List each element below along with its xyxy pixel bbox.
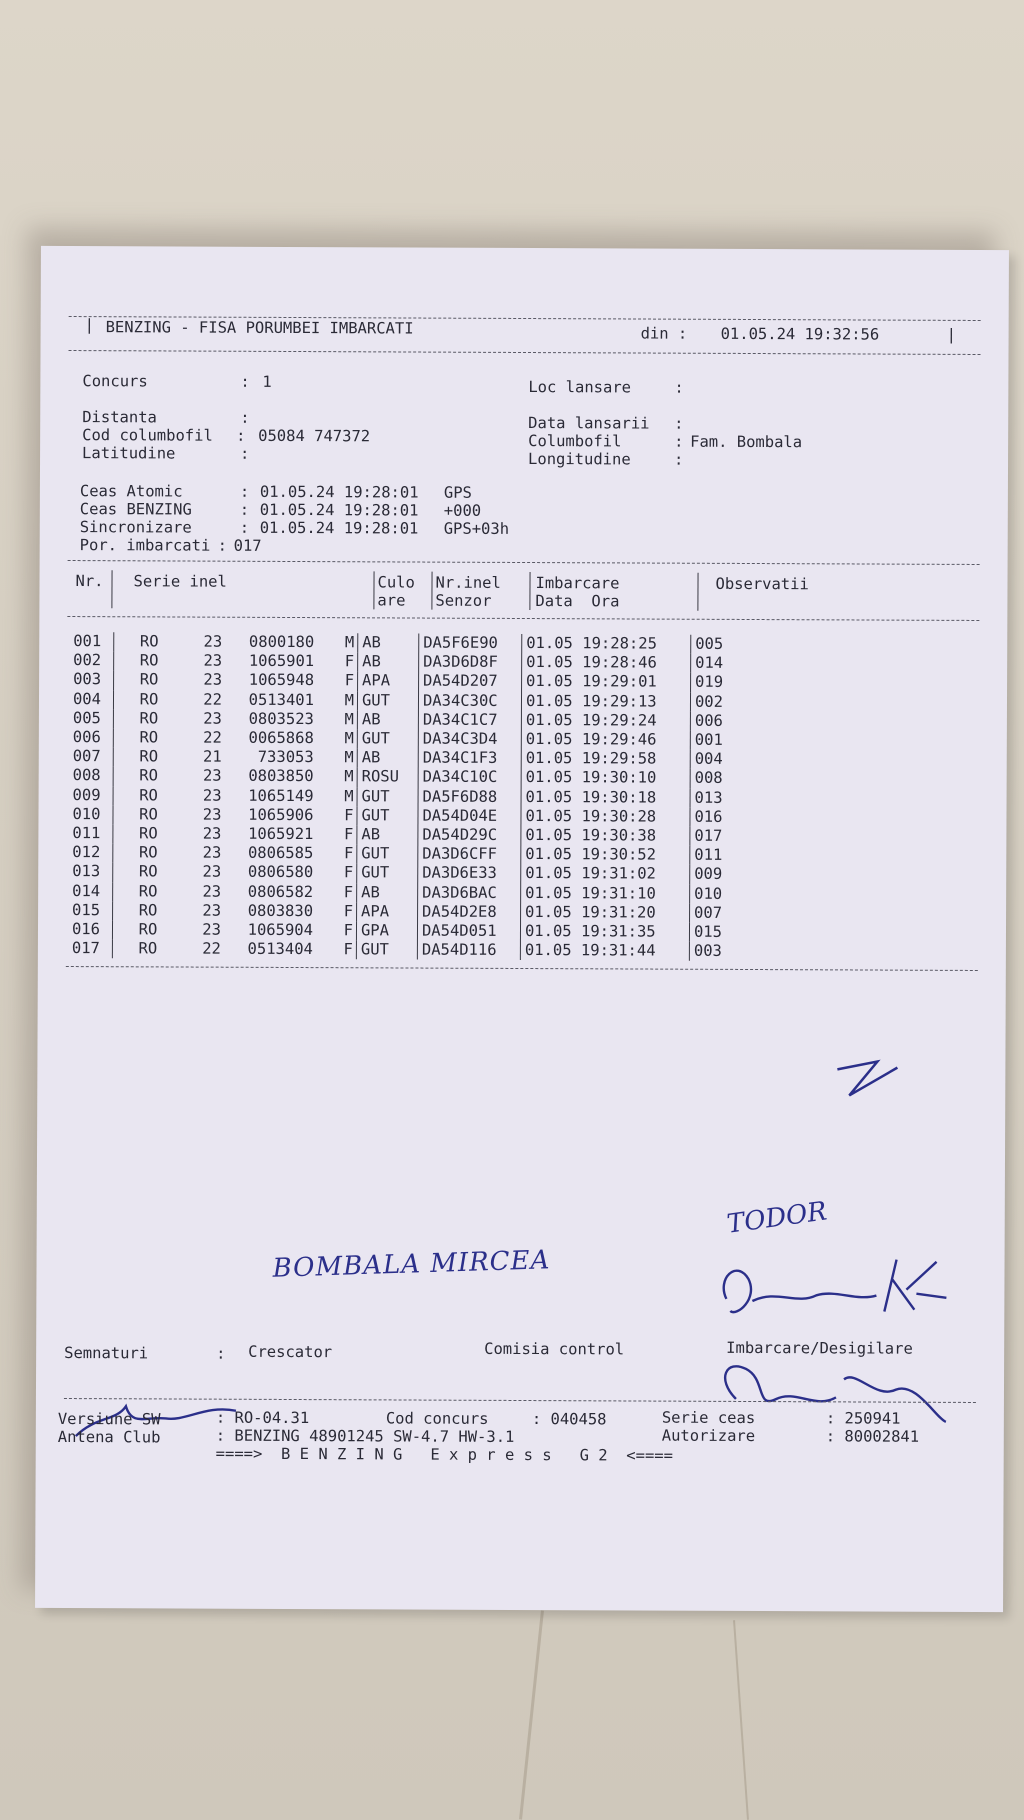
cell-sex: M: [314, 729, 358, 748]
cell-col: AB: [357, 883, 418, 902]
info-cod-value: 05084 747372: [258, 426, 371, 446]
cell-obs: 004: [694, 749, 723, 769]
cell-date: 01.05: [524, 941, 572, 960]
signatures-sep: :: [216, 1344, 226, 1363]
cell-nr: 002: [73, 651, 114, 670]
clock-benzing-label: Ceas BENZING: [79, 500, 192, 519]
cell-nr: 017: [72, 939, 113, 958]
cell-col: GUT: [357, 864, 418, 883]
info-distanta-sep: :: [240, 408, 250, 427]
cell-ro: RO: [139, 728, 159, 747]
cell-time: 19:31:02: [581, 864, 656, 884]
cell-nr: 001: [73, 632, 114, 651]
document-title: BENZING - FISA PORUMBEI IMBARCATI: [105, 318, 414, 338]
cell-serie: 0803523: [248, 709, 314, 728]
footer-autorizare-label: Autorizare: [661, 1426, 756, 1446]
cell-ro: RO: [139, 651, 159, 670]
signature-scribbles: [35, 246, 1009, 1612]
col-header-imbarcare-1: Imbarcare: [535, 574, 620, 593]
cell-senzor: DA3D6CFF: [418, 845, 521, 865]
cell-nr: 006: [73, 728, 114, 747]
cell-ro: RO: [139, 632, 159, 651]
cell-serie: 1065906: [248, 805, 314, 824]
cell-senzor: DA3D6E33: [418, 864, 521, 884]
cell-yr: 23: [203, 632, 223, 651]
cell-date: 01.05: [525, 787, 573, 806]
cell-yr: 23: [202, 920, 222, 939]
cell-senzor: DA54D2E8: [418, 902, 521, 922]
floor-crack: [519, 1610, 544, 1819]
cell-time: 19:30:18: [581, 787, 657, 807]
clock-sync-sep: :: [239, 518, 250, 537]
cell-obs: 010: [694, 884, 723, 903]
cell-obs: 005: [695, 634, 724, 653]
cell-sex: F: [313, 806, 357, 825]
cell-ro: RO: [138, 920, 158, 939]
cell-serie: 0806580: [247, 863, 314, 882]
cell-nr: 011: [72, 824, 113, 843]
cell-ro: RO: [138, 901, 158, 920]
header-timestamp: 01.05.24 19:32:56: [720, 324, 880, 344]
info-columbofil-label: Columbofil: [528, 432, 622, 451]
clock-benzing-value: 01.05.24 19:28:01: [259, 500, 419, 520]
cell-yr: 23: [203, 709, 222, 728]
cell-obs: 008: [694, 769, 723, 788]
cell-time: 19:28:25: [582, 634, 657, 653]
cell-senzor: DA34C1F3: [418, 749, 521, 769]
clock-atomic-label: Ceas Atomic: [79, 482, 183, 501]
info-distanta-label: Distanta: [82, 408, 157, 427]
cell-date: 01.05: [525, 710, 573, 730]
cell-col: APA: [358, 672, 419, 691]
cell-time: 19:29:58: [581, 749, 657, 768]
cell-sex: M: [314, 710, 358, 729]
col-header-imbarcare-2: Data Ora: [535, 592, 620, 611]
cell-date: 01.05: [525, 864, 572, 883]
footer-antena-label: Antena Club: [57, 1427, 161, 1447]
cell-nr: 005: [73, 709, 114, 728]
clock-sync-extra: GPS+03h: [443, 519, 510, 538]
cell-ro: RO: [138, 881, 158, 901]
cell-ro: RO: [139, 689, 159, 709]
cell-senzor: DA3D6BAC: [418, 883, 521, 903]
cell-col: GUT: [357, 729, 418, 748]
cell-time: 19:29:24: [581, 711, 657, 730]
cell-date: 01.05: [526, 634, 573, 653]
clock-sync-label: Sincronizare: [79, 518, 192, 537]
cell-senzor: DA34C3D4: [418, 730, 521, 750]
footer-serie-label: Serie ceas: [661, 1408, 756, 1428]
col-header-observatii: Observatii: [715, 574, 809, 594]
clock-sync-value: 01.05.24 19:28:01: [259, 518, 419, 538]
cell-sex: F: [313, 902, 357, 921]
col-header-serie: Serie inel: [133, 572, 227, 591]
pigeons-count-value: 017: [233, 536, 262, 555]
cell-serie: 0513401: [248, 690, 315, 709]
cell-obs: 007: [694, 903, 723, 922]
cell-time: 19:30:38: [581, 826, 657, 845]
cell-col: GUT: [357, 845, 418, 864]
cell-serie: 0800180: [248, 632, 315, 652]
header-din-label: din :: [640, 324, 688, 343]
cell-date: 01.05: [525, 845, 573, 864]
cell-time: 19:29:13: [581, 691, 657, 711]
clock-atomic-value: 01.05.24 19:28:01: [259, 482, 419, 502]
info-data-lansarii-label: Data lansarii: [528, 414, 650, 433]
cell-date: 01.05: [526, 653, 573, 672]
cell-serie: 0803830: [247, 901, 314, 920]
cell-nr: 014: [72, 882, 113, 901]
cell-ro: RO: [138, 939, 158, 958]
cell-serie: 733053: [257, 748, 314, 767]
cell-sex: M: [314, 768, 358, 787]
col-header-culoare-2: are: [377, 591, 406, 610]
cell-sex: F: [314, 671, 358, 690]
col-header-culoare-1: Culo: [377, 573, 415, 592]
cell-serie: 0806585: [247, 844, 314, 863]
info-concurs-value: 1: [262, 372, 272, 391]
cell-nr: 012: [72, 843, 113, 862]
cell-sex: F: [313, 883, 357, 902]
cell-sex: M: [314, 691, 358, 710]
cell-col: GUT: [356, 941, 417, 960]
cell-col: ROSU: [357, 768, 418, 787]
signature-todor: TODOR: [725, 1196, 829, 1240]
cell-serie: 1065901: [248, 652, 315, 671]
cell-serie: 0513404: [247, 940, 313, 959]
col-header-senzor-1: Nr.inel: [435, 573, 501, 592]
cell-serie: 0806582: [247, 882, 314, 901]
cell-nr: 004: [73, 690, 114, 709]
cell-yr: 23: [203, 671, 223, 690]
cell-senzor: DA5F6D88: [418, 787, 521, 807]
cell-senzor: DA34C30C: [418, 691, 521, 711]
cell-yr: 21: [203, 747, 222, 766]
cell-time: 19:31:35: [580, 922, 656, 941]
cell-serie: 1065948: [248, 671, 315, 690]
cell-sex: M: [314, 633, 358, 652]
floor-crack: [733, 1620, 749, 1820]
cell-date: 01.05: [524, 922, 572, 941]
info-columbofil-value: Fam. Bombala: [690, 432, 803, 452]
cell-sex: F: [313, 844, 357, 863]
signature-crescator-label: Crescator: [248, 1342, 333, 1362]
cell-time: 19:30:52: [581, 845, 657, 864]
cell-senzor: DA34C10C: [418, 768, 521, 788]
cell-nr: 010: [72, 805, 113, 824]
cell-date: 01.05: [525, 806, 573, 826]
cell-time: 19:29:46: [581, 730, 657, 749]
signature-comisia-label: Comisia control: [484, 1339, 625, 1359]
info-latitudine-label: Latitudine: [82, 444, 176, 463]
header-right-bar: |: [946, 325, 956, 344]
cell-ro: RO: [139, 709, 159, 728]
cell-time: 19:31:20: [581, 903, 656, 922]
cell-time: 19:30:10: [581, 768, 657, 788]
footer-versiune-label: Versiune SW: [57, 1409, 161, 1429]
cell-serie: 0803850: [248, 767, 314, 786]
cell-sex: M: [314, 748, 358, 767]
cell-serie: 1065149: [248, 786, 314, 805]
cell-yr: 23: [202, 786, 222, 805]
cell-obs: 003: [693, 942, 722, 961]
cell-yr: 23: [202, 805, 222, 824]
cell-obs: 009: [694, 865, 723, 884]
cell-ro: RO: [139, 766, 159, 785]
cell-date: 01.05: [525, 768, 573, 787]
clock-atomic-sep: :: [239, 482, 250, 501]
cell-obs: 006: [694, 711, 723, 730]
cell-time: 19:29:01: [582, 672, 657, 691]
footer-banner: ====> B E N Z I N G E x p r e s s G 2 <====: [215, 1444, 674, 1465]
cell-serie: 1065904: [247, 920, 314, 940]
footer-cod-value: : 040458: [531, 1410, 607, 1429]
cell-date: 01.05: [525, 749, 573, 768]
cell-ro: RO: [139, 785, 158, 805]
signatures-label: Semnaturi: [64, 1344, 149, 1363]
info-cod-sep: :: [236, 426, 246, 445]
cell-yr: 23: [202, 882, 222, 901]
cell-nr: 008: [73, 766, 114, 785]
cell-date: 01.05: [525, 883, 572, 902]
footer-antena-value: : BENZING 48901245 SW-4.7 HW-3.1: [215, 1426, 515, 1446]
footer-versiune-value: : RO-04.31: [215, 1408, 310, 1428]
cell-obs: 011: [694, 845, 723, 865]
cell-senzor: DA54D051: [417, 922, 520, 942]
footer-cod-label: Cod concurs: [385, 1409, 489, 1428]
cell-col: APA: [357, 902, 418, 921]
cell-yr: 23: [202, 824, 222, 843]
cell-col: AB: [358, 633, 419, 652]
cell-obs: 019: [695, 673, 724, 692]
cell-sex: F: [313, 825, 357, 844]
info-cod-label: Cod columbofil: [82, 426, 213, 445]
cell-obs: 014: [695, 653, 724, 673]
cell-nr: 003: [73, 670, 114, 689]
cell-time: 19:31:44: [580, 941, 656, 960]
cell-date: 01.05: [525, 826, 573, 845]
signature-imbarcare-label: Imbarcare/Desigilare: [726, 1338, 913, 1358]
cell-ro: RO: [139, 747, 159, 766]
cell-sex: F: [313, 921, 357, 940]
cell-col: GUT: [357, 787, 418, 806]
cell-senzor: DA54D116: [417, 941, 520, 961]
info-loc-sep: :: [674, 378, 684, 397]
cell-obs: 015: [693, 922, 723, 941]
cell-yr: 23: [202, 863, 222, 882]
clock-benzing-extra: +000: [443, 501, 482, 520]
cell-nr: 009: [73, 786, 114, 805]
cell-yr: 22: [203, 728, 222, 747]
cell-sex: F: [313, 864, 357, 883]
cell-sex: M: [314, 787, 358, 806]
cell-senzor: DA54D207: [419, 672, 522, 692]
cell-ro: RO: [138, 862, 158, 881]
cell-obs: 001: [694, 730, 723, 749]
footer-autorizare-value: : 80002841: [825, 1427, 920, 1446]
cell-col: AB: [357, 748, 418, 767]
clock-atomic-extra: GPS: [443, 483, 472, 502]
cell-nr: 007: [73, 747, 114, 766]
cell-serie: 1065921: [248, 824, 314, 844]
header-left-bar: |: [84, 316, 95, 335]
cell-sex: F: [314, 652, 358, 671]
cell-col: GUT: [357, 806, 418, 825]
cell-col: AB: [358, 652, 419, 671]
info-concurs-label: Concurs: [82, 372, 148, 391]
cell-ro: RO: [139, 670, 159, 689]
info-data-lansarii-sep: :: [674, 414, 684, 433]
cell-nr: 013: [72, 862, 113, 881]
cell-senzor: DA3D6D8F: [419, 653, 522, 673]
footer-serie-value: : 250941: [825, 1409, 901, 1428]
cell-col: GUT: [357, 691, 418, 710]
cell-senzor: DA54D04E: [418, 806, 521, 826]
cell-col: AB: [357, 825, 418, 844]
cell-yr: 23: [202, 767, 222, 786]
printed-sheet: [35, 246, 1009, 1612]
cell-date: 01.05: [525, 902, 572, 922]
cell-ro: RO: [139, 824, 158, 843]
cell-yr: 23: [202, 901, 222, 920]
cell-obs: 016: [694, 807, 723, 826]
cell-sex: F: [313, 940, 357, 959]
cell-obs: 002: [694, 692, 724, 711]
cell-date: 01.05: [526, 672, 573, 691]
cell-nr: 016: [72, 920, 113, 939]
cell-yr: 23: [203, 651, 223, 670]
cell-senzor: DA34C1C7: [418, 710, 521, 730]
cell-ro: RO: [139, 805, 158, 824]
clock-benzing-sep: :: [239, 500, 250, 519]
info-longitudine-label: Longitudine: [528, 450, 631, 469]
cell-time: 19:30:28: [581, 807, 657, 826]
col-header-senzor-2: Senzor: [435, 591, 492, 610]
cell-time: 19:31:10: [581, 883, 656, 903]
cell-senzor: DA54D29C: [418, 826, 521, 846]
cell-yr: 22: [203, 690, 223, 709]
col-header-nr: Nr.: [75, 572, 104, 591]
cell-obs: 013: [694, 788, 723, 807]
cell-time: 19:28:46: [582, 653, 657, 672]
cell-obs: 017: [694, 826, 723, 845]
info-loc-label: Loc lansare: [528, 378, 632, 397]
info-concurs-sep: :: [240, 372, 250, 391]
cell-serie: 0065868: [248, 728, 314, 748]
cell-senzor: DA5F6E90: [419, 634, 522, 654]
cell-date: 01.05: [525, 691, 573, 710]
info-columbofil-sep: :: [674, 432, 684, 451]
cell-date: 01.05: [525, 730, 573, 749]
info-latitudine-sep: :: [240, 444, 250, 463]
signature-crescator-name: BOMBALA MIRCEA: [272, 1245, 551, 1284]
cell-col: AB: [357, 710, 418, 729]
cell-col: GPA: [356, 921, 417, 940]
pigeons-count-label: Por. imbarcati: [79, 536, 211, 555]
info-longitudine-sep: :: [674, 450, 684, 469]
cell-yr: 22: [202, 939, 221, 958]
pigeons-count-sep: :: [217, 536, 228, 555]
cell-ro: RO: [138, 843, 158, 862]
cell-yr: 23: [202, 843, 222, 862]
cell-nr: 015: [72, 901, 113, 920]
